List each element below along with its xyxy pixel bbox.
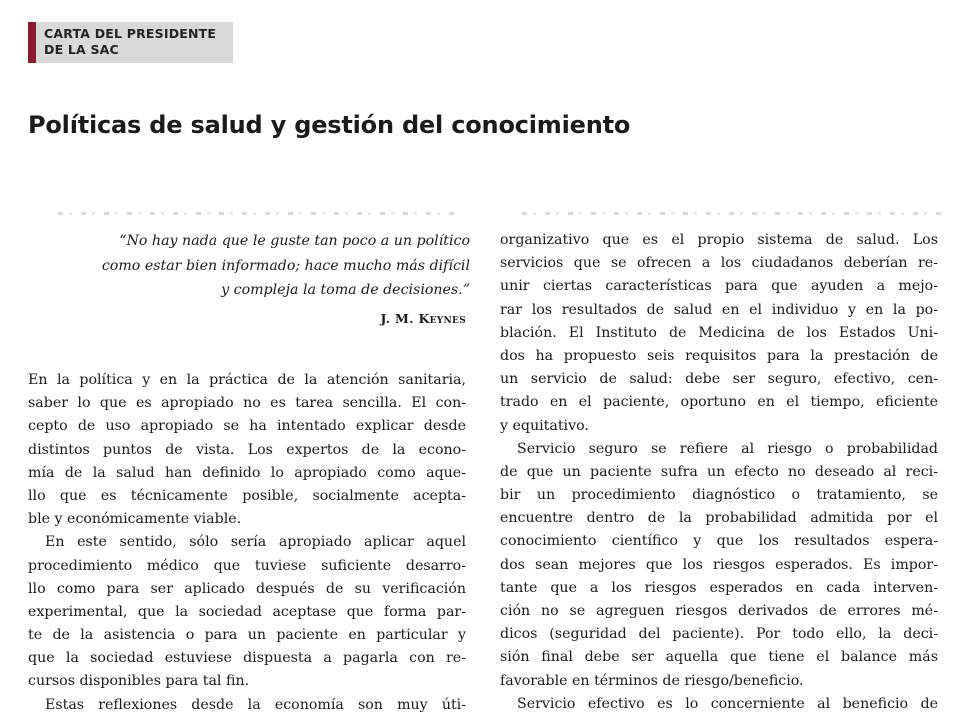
text-line: tante que a los riesgos esperados en cada interven- [500,579,938,596]
text-line: que la sociedad estuviese dispuesta a pagarla con re- [28,650,466,667]
text-line: Servicio seguro se refiere al riesgo o probabilidad [517,440,938,457]
text-line: blación. El Instituto de Medicina de los Estados Uni- [500,324,938,341]
text-line: encuentre dentro de la probabilidad admitida por el [500,510,938,527]
text-line: ble y económicamente viable. [28,511,242,528]
decorative-divider-right [522,212,942,215]
section-tag-line-2: DE LA SAC [44,42,119,57]
text-line: unir ciertas características para que ayuden a mejo- [500,278,938,295]
text-line: organizativo que es el propio sistema de salud. Los [500,232,938,248]
epigraph-quote [30,229,470,303]
epigraph-line: como estar bien informado; hace mucho más difícil [101,257,470,274]
text-line: y equitativo. [500,417,589,434]
text-line: procedimiento médico que tuviese suficiente desarro- [28,557,466,574]
text-line: te de la asistencia o para un paciente en particular y [28,627,466,644]
article-title: Políticas de salud y gestión del conocimiento [28,111,631,139]
text-line: distintos puntos de vista. Los expertos de la econo- [28,441,466,458]
text-line: favorable en términos de riesgo/beneficio. [500,672,804,689]
text-line: llo que es técnicamente posible, socialmente acepta- [28,487,466,504]
text-line: experimental, que la sociedad aceptase que forma par- [28,603,466,620]
text-line: trado en el paciente, oportuno en el tiempo, eficiente [500,394,938,411]
text-line: dicos (seguridad del paciente). Por todo ello, la deci- [500,626,938,643]
text-line: ción no se agreguen riesgos derivados de errores mé- [500,603,938,619]
text-line: servicios que se ofrecen a los ciudadanos deberían re- [500,255,938,272]
body-column-right [500,229,938,716]
text-line: dos ha propuesto seis requisitos para la prestación de [500,347,938,364]
text-line: cepto de uso apropiado se ha intentado explicar desde [28,418,466,435]
epigraph-author: J. M. Keynes [380,311,466,326]
text-line: sión final debe ser aquella que tiene el balance más [500,649,938,666]
text-line: dos sean mejores que los riesgos esperados. Es impor- [500,556,938,573]
text-line: rar los resultados de salud en el individuo y en la po- [500,301,938,318]
text-line: de que un paciente sufra un efecto no deseado al reci- [500,463,938,480]
text-line: Estas reflexiones desde la economía son muy úti- [45,696,466,713]
text-line: cursos disponibles para tal fin. [28,673,250,690]
epigraph-line: “No hay nada que le guste tan poco a un político [119,233,470,249]
text-line: llo como para ser aplicado después de su verificación [28,580,466,597]
text-line: saber lo que es apropiado no es tarea sencilla. El con- [28,395,466,412]
text-line: mía de la salud han definido lo apropiado como aque- [28,464,466,481]
text-line: conocimiento científico y que los resultados espera- [500,533,938,550]
section-tag [28,22,233,63]
body-column-left [28,369,466,717]
epigraph-line: y compleja la toma de decisiones.” [221,282,470,298]
text-line: En este sentido, sólo sería apropiado aplicar aquel [45,534,466,551]
text-line: Servicio efectivo es lo concerniente al beneficio de [517,695,938,712]
section-tag-line-1: CARTA DEL PRESIDENTE [44,26,217,41]
text-line: un servicio de salud: debe ser seguro, efectivo, cen- [500,371,938,388]
text-line: En la política y en la práctica de la atención sanitaria, [28,372,466,388]
text-line: bir un procedimiento diagnóstico o tratamiento, se [500,487,938,504]
decorative-divider-left [58,212,458,215]
